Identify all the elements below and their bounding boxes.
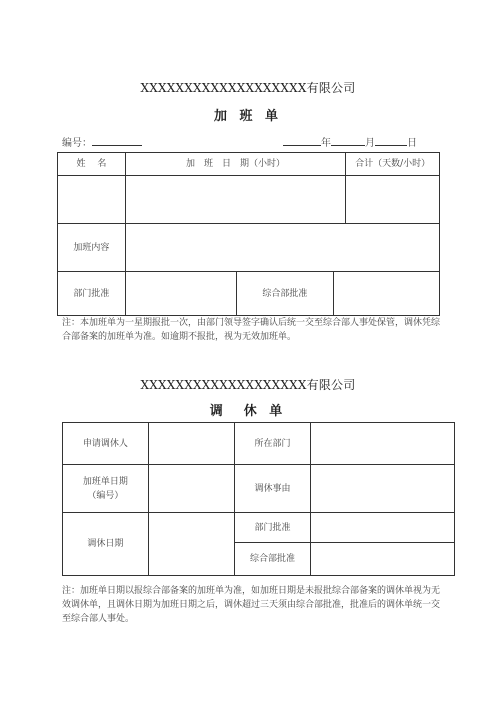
- general-approval-cell[interactable]: [334, 272, 440, 316]
- header-name: 姓 名: [58, 153, 126, 176]
- leave-form-title: 调 休 单: [209, 404, 287, 419]
- general-approval-label: 综合部批准: [236, 272, 334, 316]
- overtime-form-title: 加 班 单: [213, 109, 283, 124]
- leave-table: [62, 422, 455, 576]
- overtime-note: 注：本加班单为一星期报批一次，由部门领导签字确认后统一交至综合部人事处保管，调休凭综合部备案的加班单为准。如逾期不报批，视为无效加班单。: [62, 318, 441, 342]
- number-field[interactable]: [92, 135, 142, 146]
- leave-reason-cell[interactable]: [311, 465, 455, 513]
- leave-dept-approval-cell[interactable]: [311, 513, 455, 543]
- department-label: 所在部门: [234, 423, 311, 465]
- overtime-content-label: 加班内容: [58, 224, 126, 272]
- overtime-number-row: [62, 134, 142, 149]
- leave-general-approval-cell[interactable]: [311, 543, 455, 576]
- header-overtime-dates: 加 班 日 期（小时）: [125, 153, 345, 176]
- overtime-table: [57, 152, 440, 316]
- dept-approval-label: 部门批准: [58, 272, 126, 316]
- year-label: 年: [321, 138, 331, 149]
- leave-general-approval-label: 综合部批准: [234, 543, 311, 576]
- day-label: 日: [407, 138, 417, 149]
- overtime-form-date-text: 加班单日期: [82, 476, 128, 487]
- day-field[interactable]: [375, 135, 407, 146]
- leave-note: 注：加班单日期以报综合部备案的加班单为准，如加班日期是未报批综合部备案的调休单视为无效调休单，且调休日期为加班日期之后，调休超过三天须由综合部批准，批准后的调休单统一交至综合部人事处。: [62, 586, 441, 624]
- header-total: 合计（天数/小时）: [346, 153, 440, 176]
- leave-dept-approval-label: 部门批准: [234, 513, 311, 543]
- leave-reason-label: 调休事由: [234, 465, 311, 513]
- name-cell[interactable]: [58, 176, 126, 224]
- overtime-company-name: XXXXXXXXXXXXXXXXXXX有限公司: [140, 81, 356, 95]
- overtime-form-date-label: [63, 465, 149, 513]
- year-field[interactable]: [283, 135, 321, 146]
- month-label: 月: [365, 138, 375, 149]
- leave-company-name: XXXXXXXXXXXXXXXXXXX有限公司: [140, 378, 356, 392]
- leave-date-cell[interactable]: [148, 513, 234, 576]
- dept-approval-cell[interactable]: [125, 272, 236, 316]
- month-field[interactable]: [331, 135, 365, 146]
- total-cell[interactable]: [346, 176, 440, 224]
- applicant-label: 申请调休人: [63, 423, 149, 465]
- overtime-form-date-cell[interactable]: [148, 465, 234, 513]
- applicant-cell[interactable]: [148, 423, 234, 465]
- department-cell[interactable]: [311, 423, 455, 465]
- overtime-form-number-text: （编号）: [87, 490, 124, 501]
- leave-date-label: 调休日期: [63, 513, 149, 576]
- overtime-date-row: [283, 134, 417, 149]
- overtime-content-cell[interactable]: [125, 224, 439, 272]
- overtime-dates-cell[interactable]: [125, 176, 345, 224]
- number-label: 编号：: [62, 138, 92, 149]
